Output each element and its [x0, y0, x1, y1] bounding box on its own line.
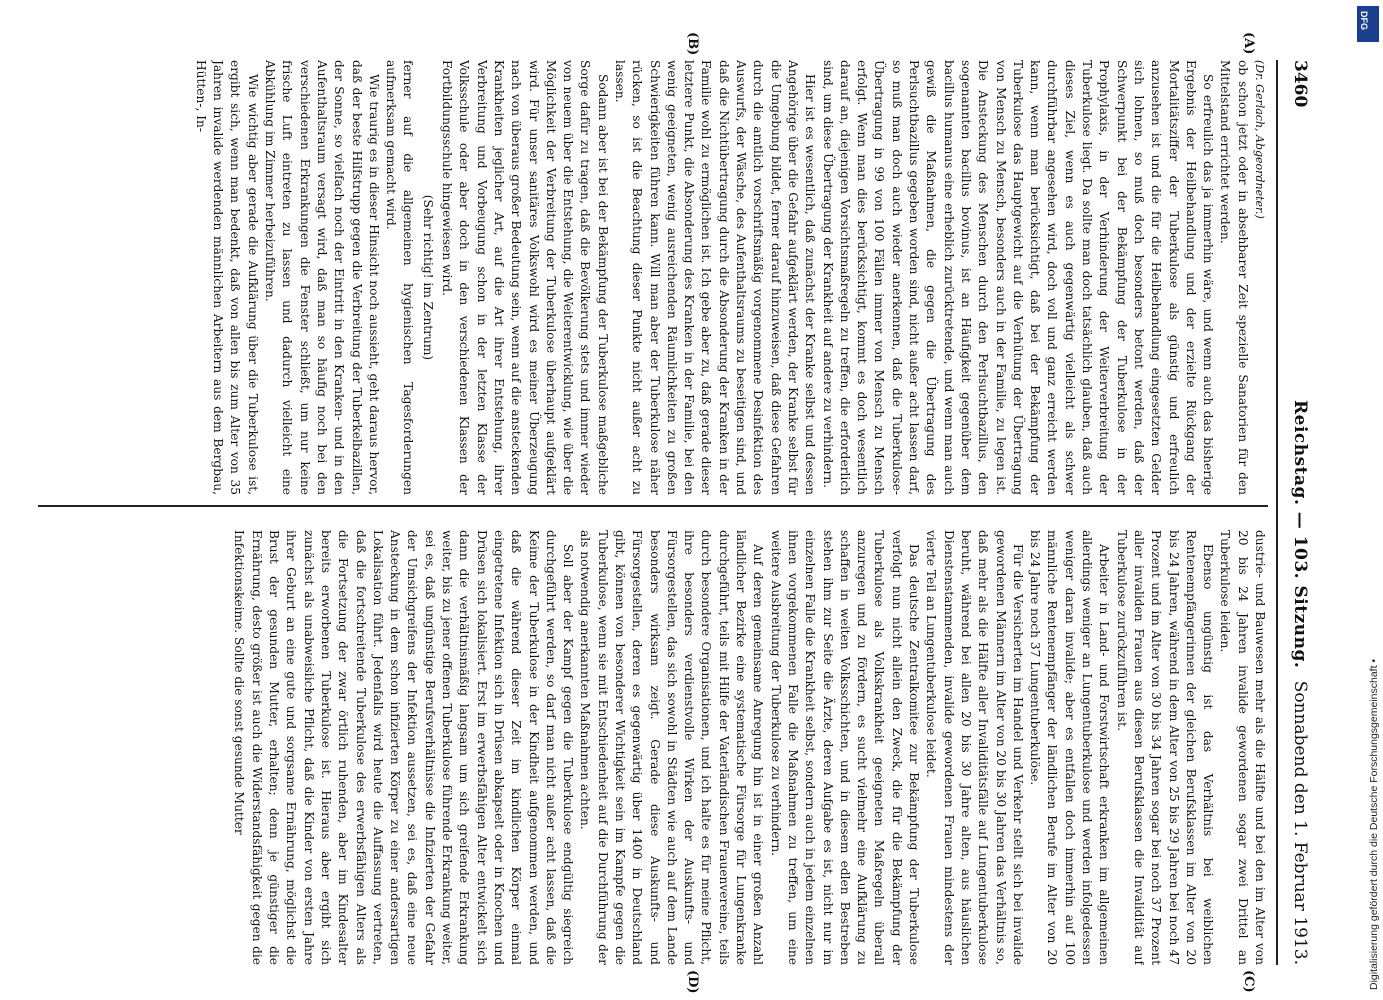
paragraph: ferner auf die allgemeinen hygienischen Tagesforderungen aufmerksam gemacht wird. — [384, 60, 416, 495]
paragraph: Sodann aber ist bei der Bekämpfung der Tuberkulose maßgebliche Sorge dafür zu tragen, daß die Bevölkerung stets und immer wieder von neuem über die Entstehung, die Weiterentwicklung, wie über die Möglichkeit der Verbreitung der Tuberkulose überhaupt aufgeklärt wird. Für unser sanitäres Volkswohl wird es meiner Überzeugung nach von überaus großer Bedeutung sein, wenn auf die ansteckenden Krankheiten jeglicher Art, auf die Art ihrer Entstehung, ihrer Verbreitung und Vorbeugung schon in der letzten Klasse der Volksschule oder aber doch in den verschiedenen Klassen der Fortbildungsschule hingewiesen wird. — [440, 60, 610, 495]
digitization-strip — [1353, 0, 1383, 1000]
speaker-note: (Dr. Gerlach, Abgeordneter.) — [1253, 60, 1266, 219]
margin-mark-d: (D) — [685, 970, 700, 994]
paragraph: Das deutsche Zentralkomitee zur Bekämpfung der Tuberkulose verfolgt nun nicht allein den Zweck, die für die Bekämpfung der Tuberkulose als Volkskrankheit geeigneten Maßregeln überall anzuregen und zu fördern, es sucht vielmehr eine Aufklärung zu schaffen in weiten Volksschichten, und in diesem edlen Bestreben stehen ihm zur Seite die Ärzte, deren Aufgabe es ist, nicht nur im einzelnen Falle die Krankheit selbst, sondern auch in jedem einzelnen ihnen vorgekommenen Falle die Maßnahmen zu treffen, um eine weitere Ausbreitung der Tuberkulose zu verhindern. — [768, 530, 922, 965]
paragraph: So erfreulich das ja immerhin wäre, und wenn auch das bisherige Ergebnis der Heilbehandlung und der erzielte Rückgang der Mortalitätsziffer der Tuberkulose als günstig und erfreulich anzusehen ist und die für die Heilbehandlung eingesetzten Gelder sich lohnen, so muß doch besonders betont werden, daß der Schwerpunkt bei der Bekämpfung der Tuberkulose in der Prophylaxis, in der Verhinderung der Weiterverbreitung der Tuberkulose liegt. Da sollte man doch tatsächlich glauben, daß auch dieses Ziel, wenn es auch gegenwärtig vielleicht als schwer durchführbar angesehen wird, doch voll und ganz erreicht werden kann, wenn man berücksichtigt, daß bei der Bekämpfung der Tuberkulose das Hauptgewicht auf die Verhütung der Übertragung von Mensch zu Mensch, besonders auch in der Familie, zu legen ist. Die Ansteckung des Menschen durch den Perlsuchtbazillus, den sogenannten bacillus bovinus, ist an Häufigkeit gegenüber dem bacillus humanus eine erheblich zurücktretende, und wenn man auch gewiß die Maßnahmen, die gegen die Übertragung des Perlsuchtbazillus gegeben worden sind, nicht außer acht lassen darf, so muß man doch auch wieder anerkennen, daß die Tuberkulose-Übertragung in 99 von 100 Fällen immer von Mensch zu Mensch erfolgt. Wenn man dies berücksichtigt, kommt es doch wesentlich darauf an, diejenigen Vorsichtsmaßregeln zu treffen, die erforderlich sind, um diese Übertragung der Krankheit auf andere zu verhindern. — [820, 60, 1216, 495]
right-column — [38, 530, 1268, 965]
paragraph: Wie traurig es in dieser Hinsicht noch aussieht, geht daraus hervor, daß der beste Hilfstrupp gegen die Verbreitung der Tuberkelbazillen, der Sonne, so vielfach noch der Eintritt in den Kranken- und in den Aufenthaltsraum versagt wird, daß man so häufig noch bei den verschiedenen Erkrankungen die Fenster schließt, um nur keine frische Luft eintreten zu lassen und dadurch vielleicht eine Abkühlung im Zimmer herbeizuführen. — [263, 60, 381, 495]
paragraph: Ebenso ungünstig ist das Verhältnis bei weiblichen Rentenempfängerinnen der gleichen Berufsklassen im Alter von 20 bis 24 Jahren, während in dem Alter von 25 bis 29 Jahren bei noch 47 Prozent und im Alter von 30 bis 34 Jahren sogar bei noch 37 Prozent aller invaliden Frauen aus diesen Berufsklassen die Invalidität auf Tuberkulose zurückzuführen ist. — [1114, 530, 1216, 965]
left-column — [38, 60, 1268, 495]
paragraph: Auf deren gemeinsame Anregung hin ist in einer großen Anzahl ländlicher Bezirke eine systematische Fürsorge für Lungenkranke durchgeführt, teils mit Hilfe der Vaterländischen Frauenvereine, teils durch besondere Organisationen, und ich halte es für meine Pflicht, ihre besonders verdienstvolle Wirken der Auskunfts- und Fürsorgestellen, das sich sowohl in Städten wie auch auf dem Lande besonders wirksam zeigt. Gerade diese Auskunfts- und Fürsorgestellen, deren es gegenwärtig über 1400 in Deutschland gibt, können von besonderer Wichtigkeit sein im Kampfe gegen die Tuberkulose, wenn sie mit Entschiedenheit auf die Durchführung der als notwendig anerkannten Maßnahmen achten. — [578, 530, 766, 965]
column-divider — [38, 505, 1268, 507]
paragraph: Hier ist es wesentlich, daß zunächst der Kranke selbst und dessen Angehörige über die Gefahr aufgeklärt werden, der Kranke selbst für die Umgebung bildet, ferner darauf hinzuweisen, daß diese Gefahren durch die amtlich vorschriftsmäßig vorgenommene Desinfektion des Auswurfs, der Wäsche, des Aufenthaltsraums zu beseitigen sind, und daß die Nichtübertragung durch die Absonderung der Kranken in der Familie wohl zu ermöglichen ist. Ich gebe aber zu, daß gerade dieser letztere Punkt, die Absonderung des Kranken in der Familie, bei den wenig geeigneten, wenig ausreichenden Räumlichkeiten zu großen Schwierigkeiten führen kann. Will man aber der Tuberkulose näher rücken, so ist die Beachtung dieser Punkte nicht außer acht zu lassen. — [613, 60, 818, 495]
paragraph: Arbeiter in Land- und Forstwirtschaft erkranken im allgemeinen allerdings weniger an Lungentuberkulose und werden infolgedessen weniger daran invalide; aber es entfallen doch immerhin auf 100 männliche Rentenempfänger der ländlichen Berufe im Alter von 20 bis 24 Jahre noch 37 Lungentuberkulöse. — [1028, 530, 1112, 965]
paragraph: Wie wichtig aber gerade die Aufklärung über die Tuberkulose ist, ergibt sich, wenn man bedenkt, daß von allen bis zum Alter von 35 Jahren invalide werdenden männlichen Arbeitern aus dem Bergbau, Hütten-, In- — [193, 60, 260, 495]
page-number: 3460 — [1290, 60, 1310, 108]
session-date: Sonnabend den 1. Februar 1913. — [1290, 680, 1310, 965]
margin-mark-a: (A) — [1241, 32, 1256, 55]
dfg-logo-text: DFG — [1359, 11, 1369, 30]
digitization-note: Digitalisierung gefördert durch die Deutsche Forschungsgemeinschaft • — [1368, 658, 1380, 990]
page-header — [1276, 60, 1320, 965]
paragraph: ob schon jetzt oder in absehbarer Zeit spezielle Sanatorien für den Mittelstand errichtet werden. — [1218, 60, 1250, 495]
paragraph: Soll aber der Kampf gegen die Tuberkulose endgültig siegreich durchgeführt werden, so darf man nicht außer acht lassen, daß die Keime der Tuberkulose in der Kindheit aufgenommen werden, und daß die während dieser Zeit im kindlichen Körper einmal eingetretene Infektion sich in Drüsen abkapselt oder in Knochen und Drüsen sich lokalisiert. Erst im erwerbsfähigen Alter entwickelt sich dann die verhältnismäßig langsam um sich greifende Erkrankung weiter, bis zu jener offenen Tuberkulose führende Erkrankung weiter, sei es, daß ungünstige Berufsverhältnisse die Infizierten der Gefahr der Umsichgreifens der Infektion aussetzen, sei es, daß eine neue Ansteckung in dem schon infizierten Körper zu einer andersartigen Lokalisation führt. Jedenfalls wird heute die Auffassung vertreten, daß die fortschreitende Tuberkulose des erwerbsfähigen Alters als die Fortsetzung der zwar örtlich ruhenden, aber im Kindesalter bereits erworbenen Tuberkulose ist. Hieraus aber ergibt sich zunächst als unabweisliche Pflicht, daß die Kinder von ersten Jahre ihrer Geburt an eine gute und sorgsame Ernährung, möglichst die Brust der gesunden Mutter, erhalten; denn je günstiger die Ernährung, desto größer ist auch die Widerstandsfähigkeit gegen die Infektionskeime. Sollte die sonst gesunde Mutter — [232, 530, 576, 965]
paragraph: dustrie- und Bauwesen mehr als die Hälfte und bei den im Alter von 20 bis 24 Jahren invalide gewordenen sogar zwei Drittel an Tuberkulose leiden. — [1218, 530, 1267, 965]
session-title: Reichstag. — 103. Sitzung. — [1290, 400, 1310, 669]
margin-mark-c: (C) — [1241, 970, 1256, 993]
margin-mark-b: (B) — [685, 32, 700, 56]
paragraph: Für die Versicherten im Handel und Verkehr stellt sich bei invalide gewordenen Männern im Alter von 20 bis 30 Jahren das Verhältnis so, daß mehr als die Hälfte aller Invaliditätsfälle auf Lungentuberkulose beruht, während bei allen 20 bis 30 Jahre alten, aus häuslichen Dienstenstammenden, invalide gewordenen Frauen mindestens der vierte Teil an Lungentuberkulose leidet. — [924, 530, 1025, 965]
interjection: (Sehr richtig! im Zentrum) — [420, 194, 435, 361]
